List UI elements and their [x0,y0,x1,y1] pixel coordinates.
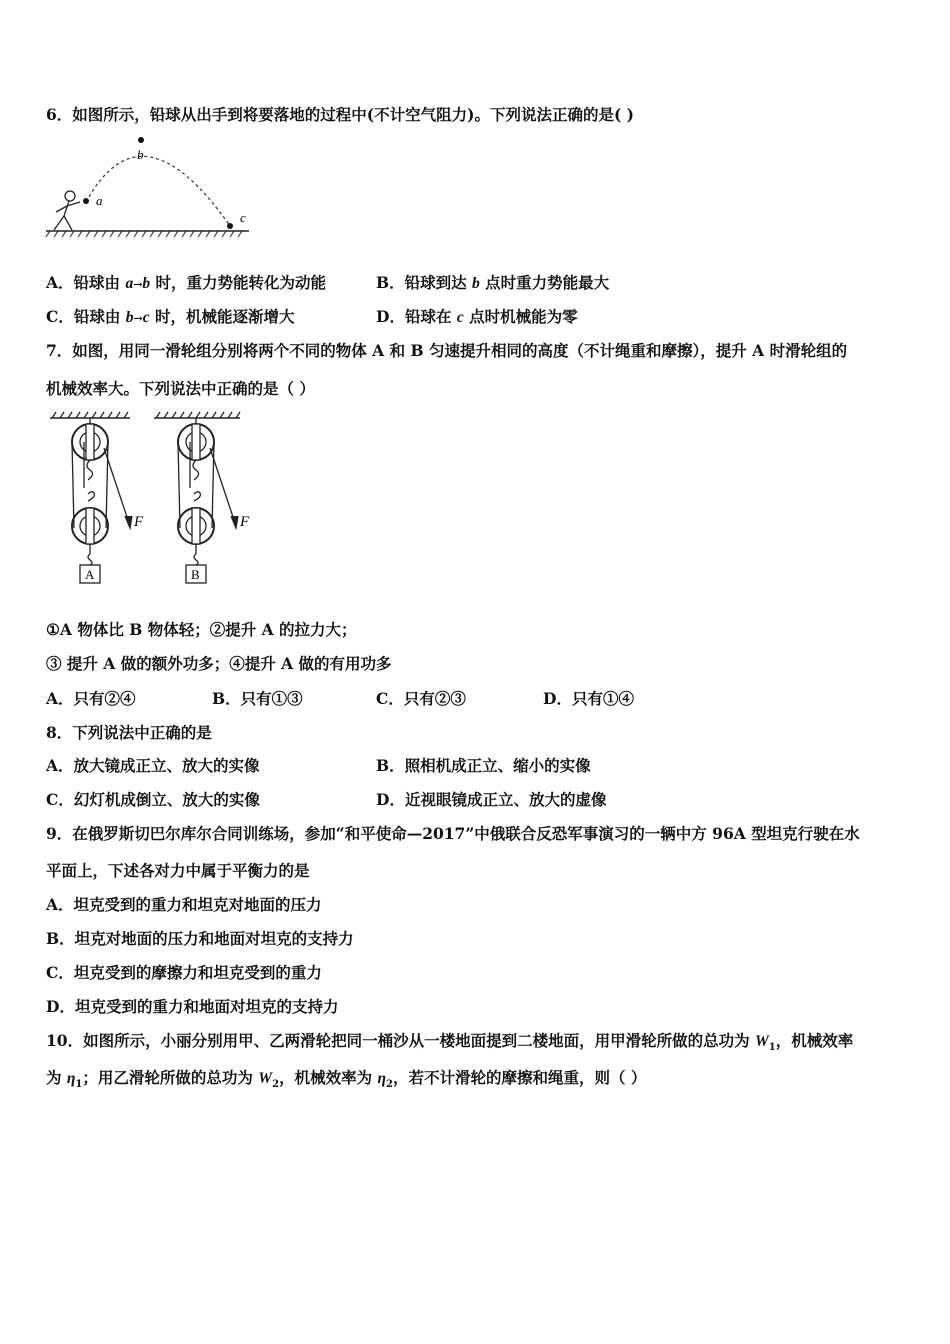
q10-stem-line2: 为 $\eta_1$；用乙滑轮所做的总功为 $W_2$，机械效率为 $\eta_2$，若不计滑轮的摩擦和绳重，则（ ） [46,1068,647,1091]
thrower-figure [54,191,80,230]
q9-option-a[interactable]: A．坦克受到的重力和坦克对地面的压力 [46,895,322,914]
q8-option-b[interactable]: B．照相机成正立、缩小的实像 [376,756,591,775]
q8-option-a[interactable]: A．放大镜成正立、放大的实像 [46,756,260,775]
q9-stem-line1: 9．在俄罗斯切巴尔库尔合同训练场，参加“和平使命—2017”中俄联合反恐军事演习的一辆中方 96A 型坦克行驶在水 [46,824,860,843]
q7-stem-line2: 机械效率大。下列说法中正确的是（ ） [46,379,315,398]
q9-option-c[interactable]: C．坦克受到的摩擦力和坦克受到的重力 [46,963,322,982]
svg-text:B: B [191,567,200,582]
q6-stem: 6．如图所示，铅球从出手到将要落地的过程中(不计空气阻力)。下列说法正确的是( ) [46,105,635,124]
q6-option-c[interactable]: C．铅球由 b→c 时，机械能逐渐增大 [46,307,295,326]
q6-shotput-figure [44,130,254,240]
svg-text:F: F [134,514,144,530]
q7-option-b[interactable]: B．只有①③ [212,689,303,708]
point-a [83,198,89,204]
q7-option-d[interactable]: D．只有①④ [543,689,634,708]
svg-text:F: F [240,514,250,530]
point-b [138,137,144,143]
q10-stem-line1: 10．如图所示，小丽分别用甲、乙两滑轮把同一桶沙从一楼地面提到二楼地面，用甲滑轮所做的总功为 $W_1$，机械效率 [46,1031,854,1054]
q7-stem-line1: 7．如图，用同一滑轮组分别将两个不同的物体 A 和 B 匀速提升相同的高度（不计绳重和摩擦），提升 A 时滑轮组的 [46,341,848,360]
q7-option-c[interactable]: C．只有②③ [376,689,466,708]
svg-text:b: b [137,147,144,162]
q7-statement-2: ③ 提升 A 做的额外功多；④提升 A 做的有用功多 [46,654,392,673]
svg-text:a: a [96,193,103,208]
q6-option-d[interactable]: D．铅球在 c 点时机械能为零 [376,307,578,326]
q6-option-b[interactable]: B．铅球到达 b 点时重力势能最大 [376,273,610,292]
q8-option-c[interactable]: C．幻灯机成倒立、放大的实像 [46,790,260,809]
q9-option-d[interactable]: D．坦克受到的重力和地面对坦克的支持力 [46,997,339,1016]
point-c [227,223,233,229]
svg-text:A: A [85,567,95,582]
q7-option-a[interactable]: A．只有②④ [46,689,136,708]
q9-option-b[interactable]: B．坦克对地面的压力和地面对坦克的支持力 [46,929,354,948]
q8-option-d[interactable]: D．近视眼镜成正立、放大的虚像 [376,790,607,809]
q7-statement-1: ①A 物体比 B 物体轻；②提升 A 的拉力大； [46,620,357,639]
q8-stem: 8．下列说法中正确的是 [46,723,212,742]
q9-stem-line2: 平面上，下述各对力中属于平衡力的是 [46,861,310,880]
svg-text:c: c [240,210,246,225]
q7-pulley-figure [44,408,264,590]
q6-option-a[interactable]: A．铅球由 a→b 时，重力势能转化为动能 [46,273,327,292]
